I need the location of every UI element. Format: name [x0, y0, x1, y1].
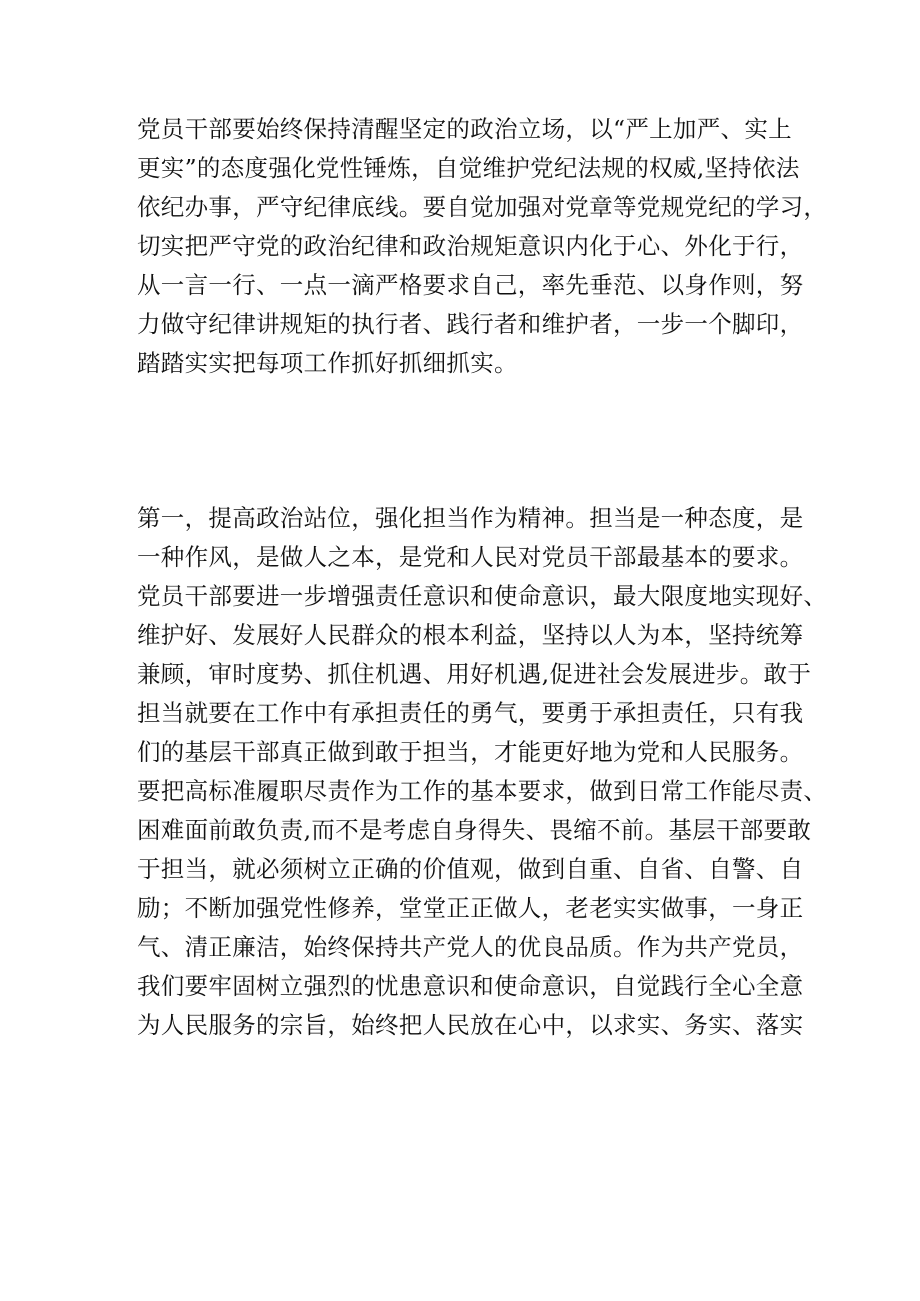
paragraph-line: 困难面前敢负责,而不是考虑自身得失、畏缩不前。基层干部要敢 — [137, 816, 812, 844]
paragraph-line: 气、清正廉洁，始终保持共产党人的优良品质。作为共产党员， — [137, 933, 804, 961]
paragraph-line: 我们要牢固树立强烈的忧患意识和使命意识，自觉践行全心全意 — [137, 972, 804, 1000]
paragraph-line: 们的基层干部真正做到敢于担当，才能更好地为党和人民服务。 — [137, 738, 804, 766]
paragraph-1 — [137, 110, 828, 383]
paragraph-line: 切实把严守党的政治纪律和政治规矩意识内化于心、外化于行， — [137, 232, 804, 260]
paragraph-line: 力做守纪律讲规矩的执行者、践行者和维护者，一步一个脚印， — [137, 310, 804, 338]
paragraph-line: 一种作风，是做人之本，是党和人民对党员干部最基本的要求。 — [137, 543, 804, 571]
paragraph-line: 依纪办事，严守纪律底线。要自觉加强对党章等党规党纪的学习， — [137, 193, 828, 221]
paragraph-line: 为人民服务的宗旨，始终把人民放在心中，以求实、务实、落实 — [137, 1011, 804, 1039]
paragraph-line: 励；不断加强党性修养，堂堂正正做人，老老实实做事，一身正 — [137, 894, 804, 922]
paragraph-line: 更实”的态度强化党性锤炼，自觉维护党纪法规的权威,坚持依法 — [137, 154, 800, 182]
paragraph-line: 维护好、发展好人民群众的根本利益，坚持以人为本，坚持统筹 — [137, 621, 804, 649]
paragraph-line: 党员干部要始终保持清醒坚定的政治立场，以“严上加严、实上 — [137, 115, 792, 143]
paragraph-line: 于担当，就必须树立正确的价值观，做到自重、自省、自警、自 — [137, 855, 804, 883]
paragraph-line: 第一，提高政治站位，强化担当作为精神。担当是一种态度，是 — [137, 504, 804, 532]
paragraph-line: 党员干部要进一步增强责任意识和使命意识，最大限度地实现好、 — [137, 582, 828, 610]
paragraph-2 — [137, 499, 828, 1045]
paragraph-line: 从一言一行、一点一滴严格要求自己，率先垂范、以身作则，努 — [137, 271, 804, 299]
paragraph-line: 踏踏实实把每项工作抓好抓细抓实。 — [137, 349, 518, 377]
paragraph-line: 担当就要在工作中有承担责任的勇气，要勇于承担责任，只有我 — [137, 699, 804, 727]
paragraph-line: 兼顾，审时度势、抓住机遇、用好机遇,促进社会发展进步。敢于 — [137, 660, 812, 688]
paragraph-line: 要把高标准履职尽责作为工作的基本要求，做到日常工作能尽责、 — [137, 777, 828, 805]
